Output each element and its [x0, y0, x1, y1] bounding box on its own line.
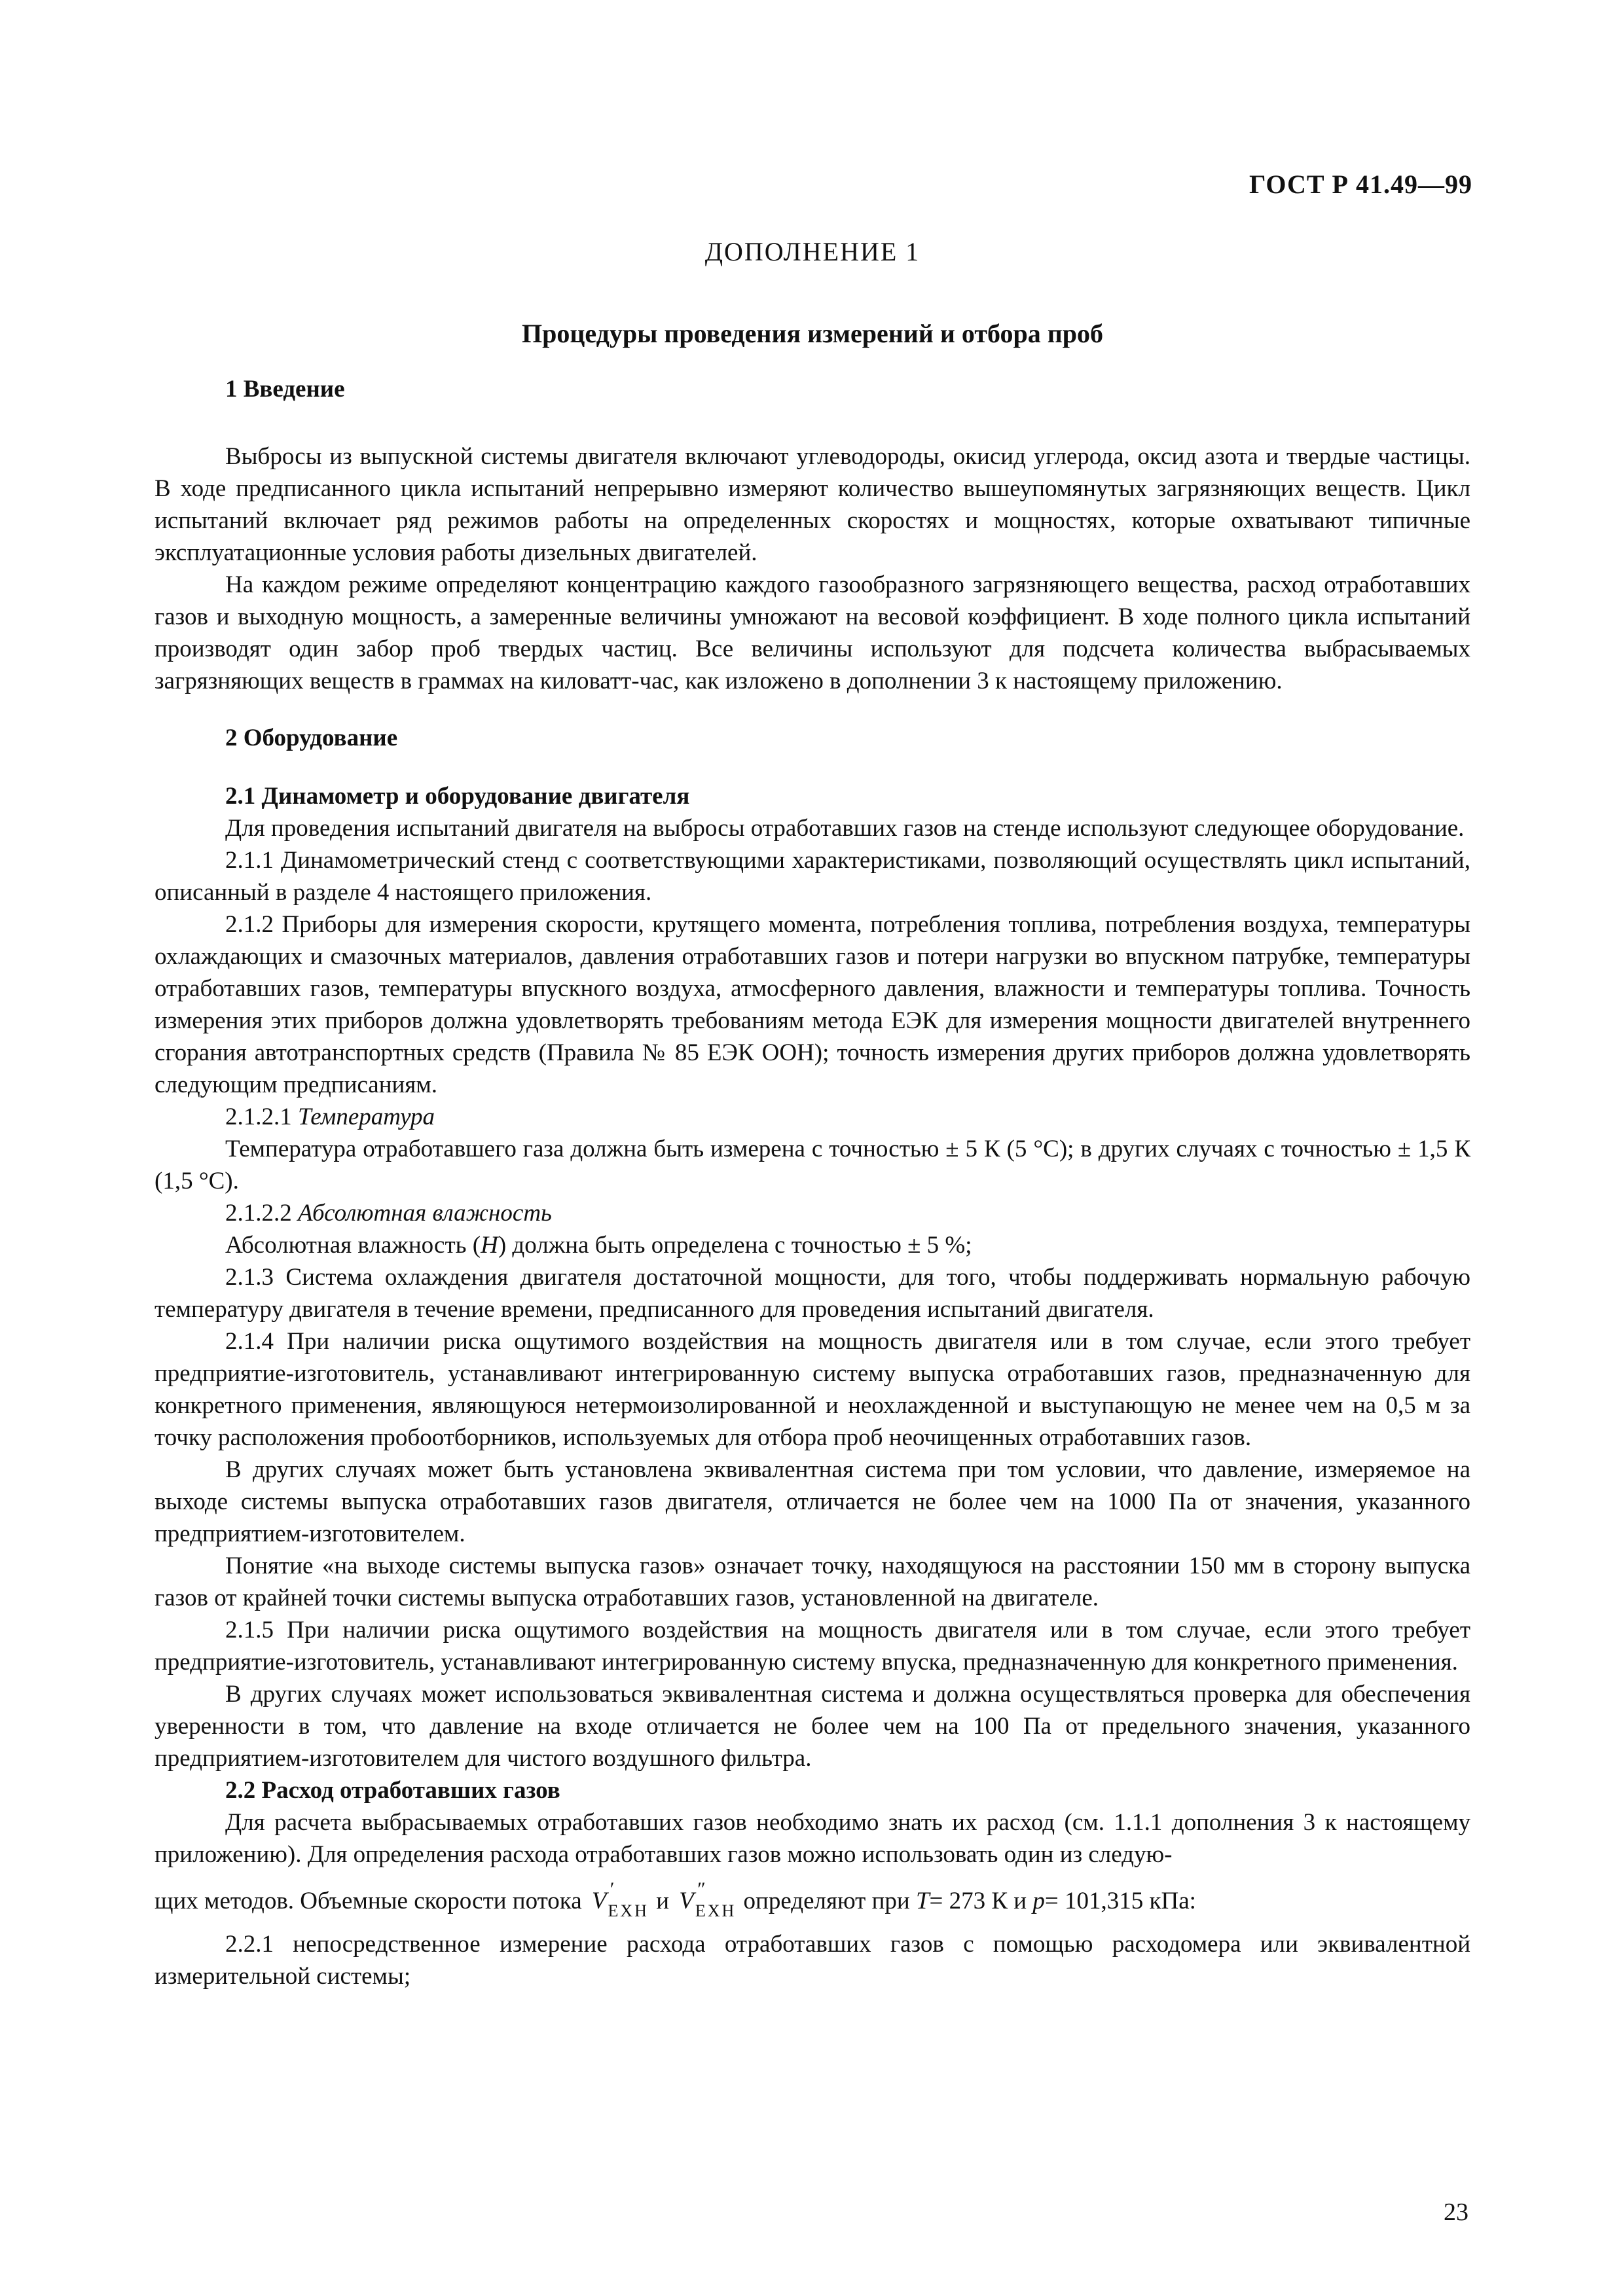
clause-2-1-2-1-heading [155, 1101, 1470, 1133]
symbol-H: Н [481, 1232, 498, 1259]
paragraph: На каждом режиме определяют концентрацию каждого газообразного загрязняющего вещества, расход отработавших газов и выходную мощность, а замеренные величины умножают на весовой коэффициент. В ходе полного цикла испытаний производят один забор проб твердых частиц. Все величины используют для подсчета количества выбрасываемых загрязняющих веществ в граммах на киловатт-час, как изложено в дополнении 3 к настоящему приложению. [155, 571, 1470, 694]
text-run: ) должна быть определена с точностью ± 5 %; [498, 1232, 972, 1259]
paragraph-2-2: Для расчета выбрасываемых отработавших газов необходимо знать их расход (см. 1.1.1 дополнения 3 к настоящему приложению). Для определения расхода отработавших газов можно использовать один из следую- [155, 1809, 1470, 1868]
paragraph-2-1-1: 2.1.1 Динамометрический стенд с соответствующими характеристиками, позволяющий осуществлять цикл испытаний, описанный в разделе 4 настоящего приложения. [155, 847, 1470, 906]
clause-number: 2.1.2.1 [225, 1103, 292, 1130]
paragraph: Понятие «на выходе системы выпуска газов» означает точку, находящуюся на расстоянии 150 мм в сторону выпуска газов от крайней точки системы выпуска отработавших газов, установленной на двигателе. [155, 1552, 1470, 1611]
paragraph: В других случаях может быть установлена эквивалентная система при том условии, что давление, измеряемое на выходе системы выпуска отработавших газов двигателя, отличается не более чем на 1000 Па от значения, указанного предприятием-изготовителем. [155, 1456, 1470, 1547]
symbol-p: p [1032, 1888, 1045, 1914]
clause-2-1-2-2-heading [155, 1197, 1470, 1229]
paragraph: В других случаях может использоваться эквивалентная система и должна осуществляться проверка для обеспечения уверенности в том, что давление на входе отличается не более чем на 100 Па от предельного значения, указанного предприятием-изготовителем для чистого воздушного фильтра. [155, 1681, 1470, 1772]
section-heading-equipment: 2 Оборудование [225, 725, 398, 751]
clause-number: 2.1.2.2 [225, 1200, 292, 1227]
page-body [155, 236, 1470, 1992]
paragraph-2-1-2: 2.1.2 Приборы для измерения скорости, крутящего момента, потребления топлива, потребления воздуха, температуры охлаждающих и смазочных материалов, давления отработавших газов и потери нагрузки во впускном патрубке, температуры отработавших газов, температуры впускного воздуха, атмосферного давления, влажности и температуры топлива. Точность измерения этих приборов должна удовлетворять требованиям метода ЕЭК для измерения мощности двигателей внутреннего сгорания автотранспортных средств (Правила № 85 ЕЭК ООН); точность измерения других приборов должна удовлетворять следующим предписаниям. [155, 911, 1470, 1098]
clause-title: Температура [298, 1103, 435, 1130]
text-run: = 101,315 кПа: [1044, 1888, 1196, 1914]
text-run: Абсолютная влажность ( [225, 1232, 481, 1259]
subsection-heading-exhaust-flow: 2.2 Расход отработавших газов [225, 1777, 560, 1804]
flow-symbol-v-prime: V ′ $_{EXH}$ [591, 1878, 649, 1920]
symbol-T: T [915, 1888, 930, 1914]
paragraph-humidity [155, 1229, 1470, 1261]
text-run: щих методов. Объемные скорости потока [155, 1888, 582, 1914]
formula-line [155, 1878, 1470, 1920]
page-number: 23 [1444, 2198, 1468, 2226]
paragraph-2-1-3: 2.1.3 Система охлаждения двигателя достаточной мощности, для того, чтобы поддерживать нормальную рабочую температуру двигателя в течение времени, предписанного для проведения испытаний двигателя. [155, 1264, 1470, 1323]
flow-symbol-v-double-prime: V ″ $_{EXH}$ [679, 1878, 737, 1920]
section-heading-introduction: 1 Введение [225, 376, 345, 403]
paragraph-2-1-4: 2.1.4 При наличии риска ощутимого воздействия на мощность двигателя или в том случае, если этого требует предприятие-изготовитель, устанавливают интегрированную систему выпуска отработавших газов, предназначенную для конкретного применения, являющуюся нетермоизолированной и неохлажденной и выступающую не менее чем на 0,5 м за точку расположения пробоотборников, используемых для отбора проб неочищенных отработавших газов. [155, 1328, 1470, 1451]
text-run: определяют при [743, 1888, 910, 1914]
annex-title: Процедуры проведения измерений и отбора проб [521, 319, 1104, 348]
annex-label: ДОПОЛНЕНИЕ 1 [704, 237, 921, 266]
paragraph-2-1-5: 2.1.5 При наличии риска ощутимого воздействия на мощность двигателя или в том случае, если этого требует предприятие-изготовитель, устанавливают интегрированную систему впуска, предназначенную для конкретного применения. [155, 1617, 1470, 1676]
text-run: и [656, 1888, 669, 1914]
paragraph-temperature: Температура отработавшего газа должна быть измерена с точностью ± 5 К (5 °С); в других случаях с точностью ± 1,5 К (1,5 °С). [155, 1136, 1470, 1194]
standard-code: ГОСТ Р 41.49—99 [1249, 170, 1472, 199]
paragraph-2-2-1: 2.2.1 непосредственное измерение расхода отработавших газов с помощью расходомера или эквивалентной измерительной системы; [155, 1931, 1470, 1990]
paragraph: Для проведения испытаний двигателя на выбросы отработавших газов на стенде используют следующее оборудование. [225, 815, 1465, 842]
subsection-heading-dynamometer: 2.1 Динамометр и оборудование двигателя [225, 783, 690, 810]
paragraph: Выбросы из выпускной системы двигателя включают углеводороды, окисид углерода, оксид азота и твердые частицы. В ходе предписанного цикла испытаний непрерывно измеряют количество вышеупомянутых загрязняющих веществ. Цикл испытаний включает ряд режимов работы на определенных скоростях и мощностях, которые охватывают типичные эксплуатационные условия работы дизельных двигателей. [155, 443, 1470, 566]
text-run: = 273 К и [929, 1888, 1027, 1914]
clause-title: Абсолютная влажность [298, 1200, 552, 1227]
